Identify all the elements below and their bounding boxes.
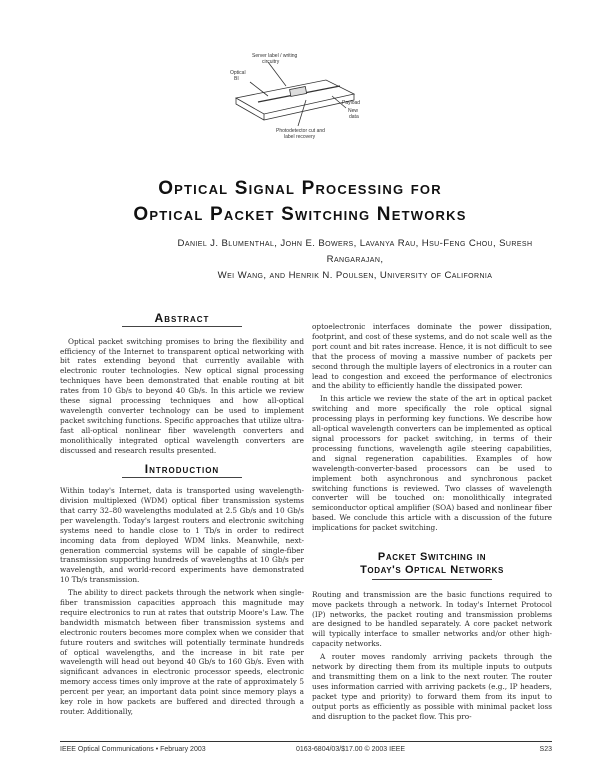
introduction-heading-rule [122,477,242,478]
abstract-heading-text: Abstract [154,311,210,325]
fig-label-right3: data [349,114,359,120]
abstract-heading [60,311,304,327]
packet-switching-heading-line-1: Packet Switching in [377,551,487,564]
fig-label-top2: circuitry [262,59,280,65]
fig-label-right2: New [348,108,359,114]
authors-line-2: Wei Wang, and Henrik N. Poulsen, University of California [217,270,493,281]
right-paragraph-2: In this article we review the state of the art in optical packet switching and more specifically the role optical signal processing plays in performing key functions. We describe how all-optical wavelength converters can be implemented as optical signal processors for packet switching, in terms of their processing functions, wavelength agile steering capabilities, and signal regeneration capabilities. Examples of how wavelength-converter-based processors can be used to implement both asynchronous and synchronous packet switching functions is reviewed. Two classes of wavelength converter will be touched on: monolithically integrated semiconductor optical amplifier (SOA) based and nonlinear fiber based. We conclude this article with a discussion of the future implications for packet switching. [312,394,552,533]
pointer-line-bottom [298,100,306,126]
fig-label-bottom: Photodetector cut and [276,128,325,134]
label-eraser-block [290,87,307,97]
author-list [150,236,560,284]
fig-label-bottom2: label recovery [284,134,316,140]
packet-switching-heading-rule [372,579,492,580]
footer-rule [60,741,552,742]
left-column [60,312,304,720]
pointer-line-left [250,82,268,96]
right-paragraph-4: A router moves randomly arriving packets through the network by directing them from its multiple inputs to outputs and transmitting them on a link to the next router. The router uses information carried with arriving packets (e.g., IP headers, packet type and priority) to forward them from its input to output ports as efficiently as possible with minimal packet loss and disruption to the packet flow. This pro- [312,652,552,721]
footer-journal: IEEE Optical Communications • February 2003 [60,746,206,753]
title-line-2: Optical Packet Switching Networks [133,204,467,225]
abstract-text: Optical packet switching promises to bring the flexibility and efficiency of the Internet to transparent optical networking with bit rates extending beyond that currently available with electronic router technologies. New optical signal processing techniques have been demonstrated that enable routing at bit rates from 10 Gb/s to beyond 40 Gb/s. In this article we review these signal processing techniques and how all-optical wavelength converter technology can be used to implement packet switching functions. Specific approaches that utilize ultra-fast all-optical nonlinear fiber wavelength converters and monolithically integrated optical wavelength converters are discussed and research results presented. [60,336,304,455]
footer-page-number: S23 [539,746,552,753]
right-column [312,322,552,725]
abstract-heading-rule [122,326,242,327]
packet-switching-heading-line-2: Today's Optical Networks [360,564,504,577]
header-figure [228,50,368,140]
introduction-heading [60,462,304,478]
pointer-line-top [268,62,286,86]
optical-packet-diagram [228,50,368,140]
fig-label-left: Optical [230,70,246,76]
introduction-heading-text: Introduction [144,462,220,477]
fig-label-left2: BI [234,76,239,82]
right-paragraph-1: optoelectronic interfaces dominate the power dissipation, footprint, and cost of these systems, and do not scale well as the port count and bit rates increase. Hence, it is not difficult to see that the process of moving a massive number of packets per second through the multiple layers of electronics in a router can lead to congestion and exceed the performance of electronics and the ability to efficiently handle the dissipated power. [312,322,552,391]
title-line-1: Optical Signal Processing for [158,178,442,199]
footer-copyright: 0163-6804/03/$17.00 © 2003 IEEE [296,746,406,753]
authors-line-1: Daniel J. Blumenthal, John E. Bowers, Lavanya Rau, Hsu-Feng Chou, Suresh Rangarajan, [177,238,533,265]
page-footer [60,741,552,753]
introduction-paragraph-2: The ability to direct packets through the network when single-fiber transmission capacities approach this magnitude may require electronics to run at rates that outstrip Moore's Law. The bandwidth mismatch between fiber transmission systems and electronic routers becomes more complex when we consider that future routers and switches will potentially terminate hundreds of optical wavelengths, and the increase in bit rate per wavelength will head out beyond 40 Gb/s to 160 Gb/s. Even with significant advances in electronic processor speeds, electronic memory access times only improve at the rate of approximately 5 percent per year, an important data point since memory plays a key role in how packets are buffered and directed through a router. Additionally, [60,588,304,716]
right-paragraph-3: Routing and transmission are the basic functions required to move packets through a network. In today's Internet Protocol (IP) networks, the packet routing and transmission problems are designed to be handled separately. A core packet network will typically interface to smaller networks and/or other high-capacity networks. [312,589,552,649]
fig-label-right: Payload [342,100,361,106]
introduction-paragraph-1: Within today's Internet, data is transported using wavelength-division multiplexed (WDM) optical fiber transmission systems that carry 32–80 wavelengths modulated at 2.5 Gb/s and 10 Gb/s per wavelength. Today's largest routers and electronic switching systems need to handle close to 1 Tb/s in order to redirect incoming data from deployed WDM links. Meanwhile, next-generation commercial systems will be capable of single-fiber transmission supporting hundreds of wavelengths at 10 Gb/s per wavelength, and world-record experiments have demonstrated 10 Tb/s transmission. [60,486,304,585]
packet-switching-heading [312,551,552,580]
fig-label-top: Server label / writing [252,53,298,59]
